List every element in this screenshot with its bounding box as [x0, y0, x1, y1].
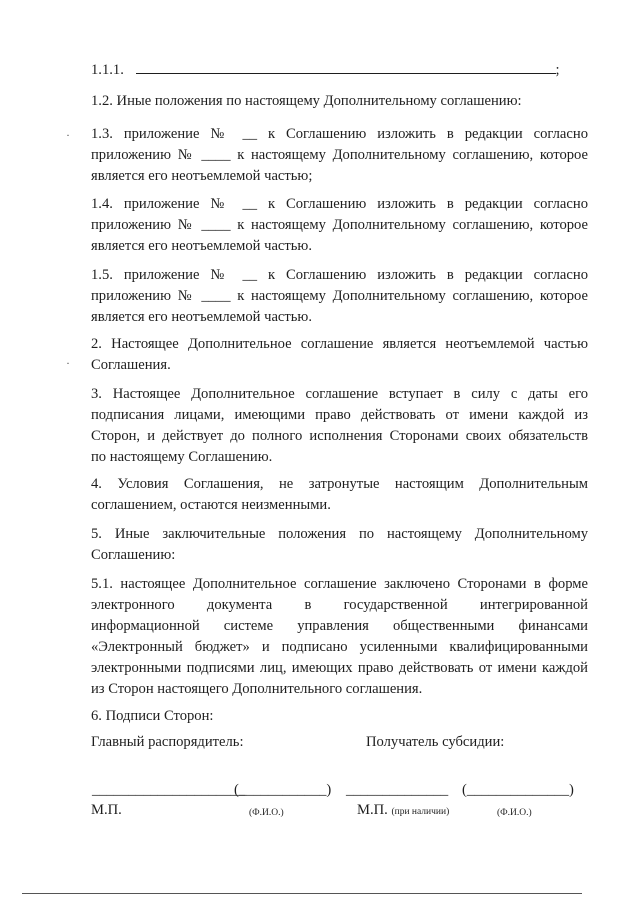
left-fio-caption: (Ф.И.О.) [249, 808, 284, 818]
left-fio-line: (____________) [234, 782, 332, 798]
clause-1-5-line: 1.5. приложение № __ к Соглашению изложить в редакции согласно [91, 267, 588, 283]
left-party-label: Главный распорядитель: [91, 734, 244, 750]
clause-5-line: 5. Иные заключительные положения по настоящему Дополнительному [91, 526, 588, 542]
right-signature-line: ______________ [346, 782, 449, 798]
clause-3-line: подписания лицами, имеющими право действовать от имени каждой из [91, 407, 588, 423]
clause-5-1-line: электронными подписями лиц, имеющих право действовать от имени каждой [91, 660, 588, 676]
blank-line [136, 61, 556, 74]
right-fio-caption: (Ф.И.О.) [497, 808, 532, 818]
clause-1-5-line: приложению № ____ к настоящему Дополнительному соглашению, которое [91, 288, 588, 304]
clause-4-line: соглашением, остаются неизменными. [91, 497, 331, 513]
clause-3-line: 3. Настоящее Дополнительное соглашение вступает в силу с даты его [91, 386, 588, 402]
clause-number: 1.1.1. [91, 62, 124, 78]
right-party-label: Получатель субсидии: [366, 734, 505, 750]
margin-tick: · [66, 128, 70, 142]
margin-tick: · [66, 356, 70, 370]
clause-1-4-line: 1.4. приложение № __ к Соглашению изложить в редакции согласно [91, 196, 588, 212]
right-stamp-note: (при наличии) [391, 807, 450, 817]
clause-1-2: 1.2. Иные положения по настоящему Дополнительному соглашению: [91, 93, 522, 109]
right-stamp-text: М.П. [357, 802, 388, 818]
clause-5-1-line: из Сторон настоящего Дополнительного соглашения. [91, 681, 423, 697]
clause-1-4-line: приложению № ____ к настоящему Дополнительному соглашению, которое [91, 217, 588, 233]
clause-1-5-line: является его неотъемлемой частью. [91, 309, 312, 325]
clause-5-1-line: информационной системе управления общественными финансами [91, 618, 588, 634]
bottom-rule [22, 893, 582, 894]
right-stamp-label [357, 802, 449, 819]
clause-5-1-line: электронного документа в государственной интегрированной [91, 597, 588, 613]
clause-2-line: Соглашения. [91, 357, 171, 373]
left-stamp-label: М.П. [91, 802, 122, 818]
clause-5-line: Соглашению: [91, 547, 176, 563]
clause-6: 6. Подписи Сторон: [91, 708, 214, 724]
right-fio-line: (______________) [462, 782, 574, 798]
clause-1-4-line: является его неотъемлемой частью. [91, 238, 312, 254]
clause-1-3-line: является его неотъемлемой частью; [91, 168, 313, 184]
clause-3-line: Сторон, и действует до полного исполнения Сторонами своих обязательств [91, 428, 588, 444]
clause-1-3-line: 1.3. приложение № __ к Соглашению изложить в редакции согласно [91, 126, 588, 142]
clause-3-line: по настоящему Соглашению. [91, 449, 273, 465]
left-signature-line: _____________________ [92, 782, 246, 798]
clause-1-1-1 [91, 60, 588, 81]
clause-1-3-line: приложению № ____ к настоящему Дополнительному соглашению, которое [91, 147, 588, 163]
clause-4-line: 4. Условия Соглашения, не затронутые настоящим Дополнительным [91, 476, 588, 492]
clause-5-1-line: 5.1. настоящее Дополнительное соглашение заключено Сторонами в форме [91, 576, 588, 592]
clause-end: ; [555, 62, 560, 78]
clause-2-line: 2. Настоящее Дополнительное соглашение является неотъемлемой частью [91, 336, 588, 352]
clause-5-1-line: «Электронный бюджет» и подписано усиленными квалифицированными [91, 639, 588, 655]
